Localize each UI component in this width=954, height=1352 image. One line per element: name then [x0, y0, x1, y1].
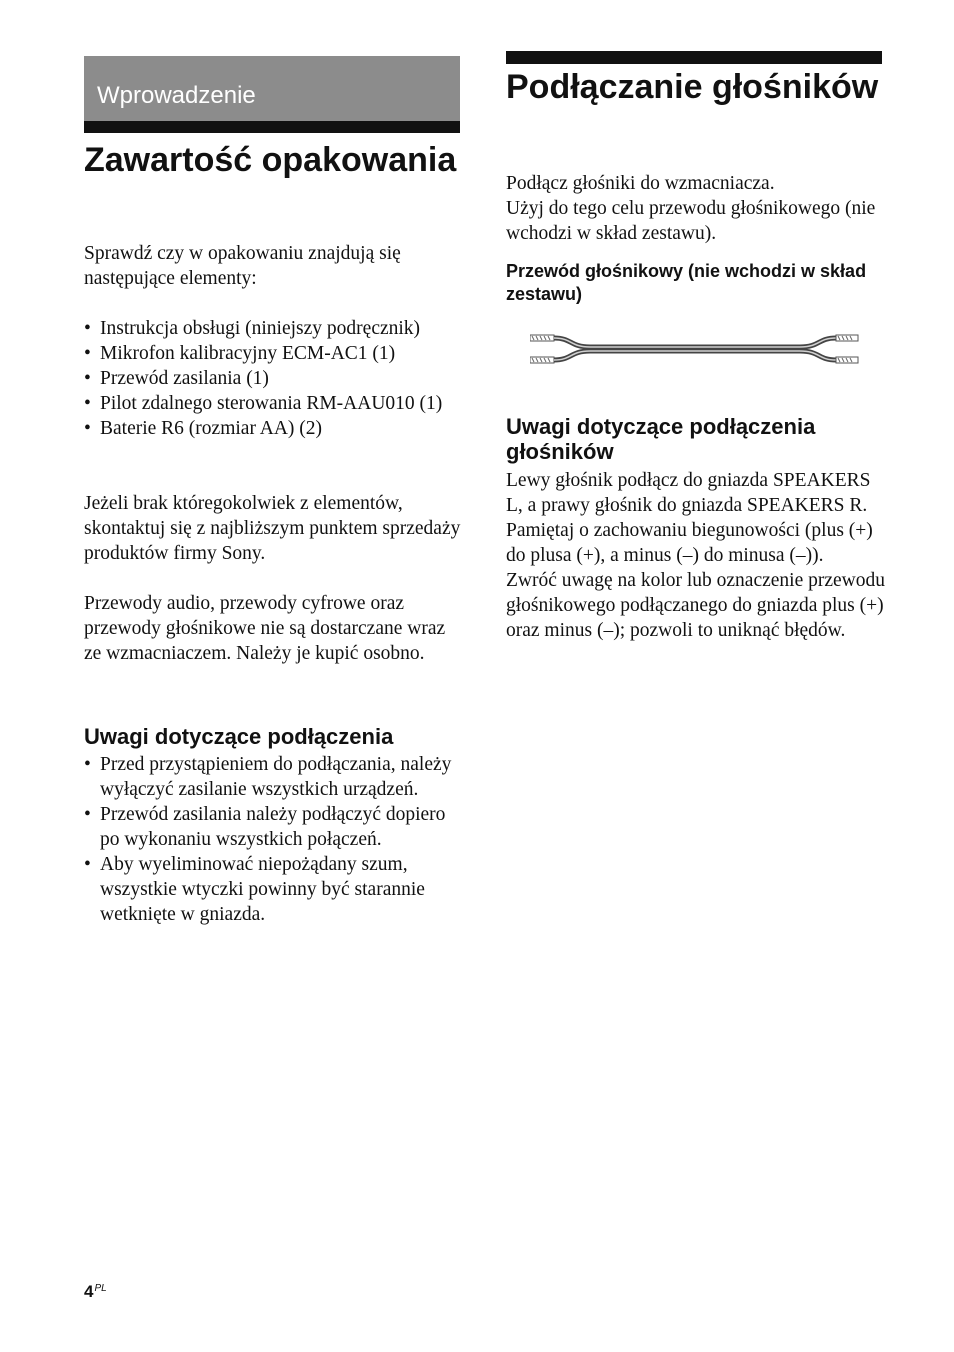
list-item: • Aby wyeliminować niepożądany szum, wszystkie wtyczki powinny być starannie wetknięte w gniazda.	[84, 852, 464, 927]
speakers-intro: Podłącz głośniki do wzmacniacza. Użyj do tego celu przewodu głośnikowego (nie wchodzi w skład zestawu).	[506, 173, 876, 244]
section-rule	[84, 121, 460, 133]
cables-not-included-note: Przewody audio, przewody cyfrowe oraz przewody głośnikowe nie są dostarczane wraz ze wzmacniaczem. Należy je kupić osobno.	[84, 593, 446, 664]
list-item: • Przed przystąpieniem do podłączania, należy wyłączyć zasilanie wszystkich urządzeń.	[84, 752, 464, 802]
cable-left-end	[530, 335, 554, 363]
connection-notes-heading: Uwagi dotyczące podłączenia	[84, 724, 394, 749]
list-item: • Baterie R6 (rozmiar AA) (2)	[84, 416, 464, 441]
cable-right-end	[836, 335, 858, 363]
cable-wire-bottom	[554, 351, 836, 360]
list-item: • Przewód zasilania należy podłączyć dopiero po wykonaniu wszystkich połączeń.	[84, 802, 464, 852]
page-language-code: PL	[94, 1283, 107, 1294]
contents-title: Zawartość opakowania	[84, 141, 457, 179]
page-number-value: 4	[84, 1282, 94, 1301]
list-item: • Pilot zdalnego sterowania RM-AAU010 (1)	[84, 391, 464, 416]
section-banner	[84, 56, 460, 121]
contents-intro: Sprawdź czy w opakowaniu znajdują się następujące elementy:	[84, 243, 401, 289]
missing-items-note: Jeżeli brak któregokolwiek z elementów, skontaktuj się z najbliższym punktem sprzedaży produktów firmy Sony.	[84, 493, 461, 564]
speaker-cable-illustration	[530, 329, 860, 369]
page-number	[84, 1282, 107, 1302]
list-item: • Mikrofon kalibracyjny ECM-AC1 (1)	[84, 341, 464, 366]
speakers-title: Podłączanie głośników	[506, 68, 879, 106]
contents-list	[84, 316, 464, 441]
section-label: Wprowadzenie	[97, 82, 256, 109]
speaker-notes-heading: Uwagi dotyczące podłączenia głośników	[506, 414, 816, 464]
cable-wire-top	[554, 338, 836, 347]
section-rule	[506, 51, 882, 64]
speaker-notes-body: Lewy głośnik podłącz do gniazda SPEAKERS L, a prawy głośnik do gniazda SPEAKERS R. Pamiętaj o zachowaniu biegunowości (plus (+) do plusa (+), a minus (–) do minusa (–)). Zwróć uwagę na kolor lub oznaczenie przewodu głośnikowego podłączanego do gniazda plus (+) oraz minus (–); pozwoli to uniknąć błędów.	[506, 470, 886, 641]
list-item: • Przewód zasilania (1)	[84, 366, 464, 391]
list-item: • Instrukcja obsługi (niniejszy podręcznik)	[84, 316, 464, 341]
cable-caption: Przewód głośnikowy (nie wchodzi w skład zestawu)	[506, 261, 867, 304]
connection-notes-list	[84, 752, 464, 927]
